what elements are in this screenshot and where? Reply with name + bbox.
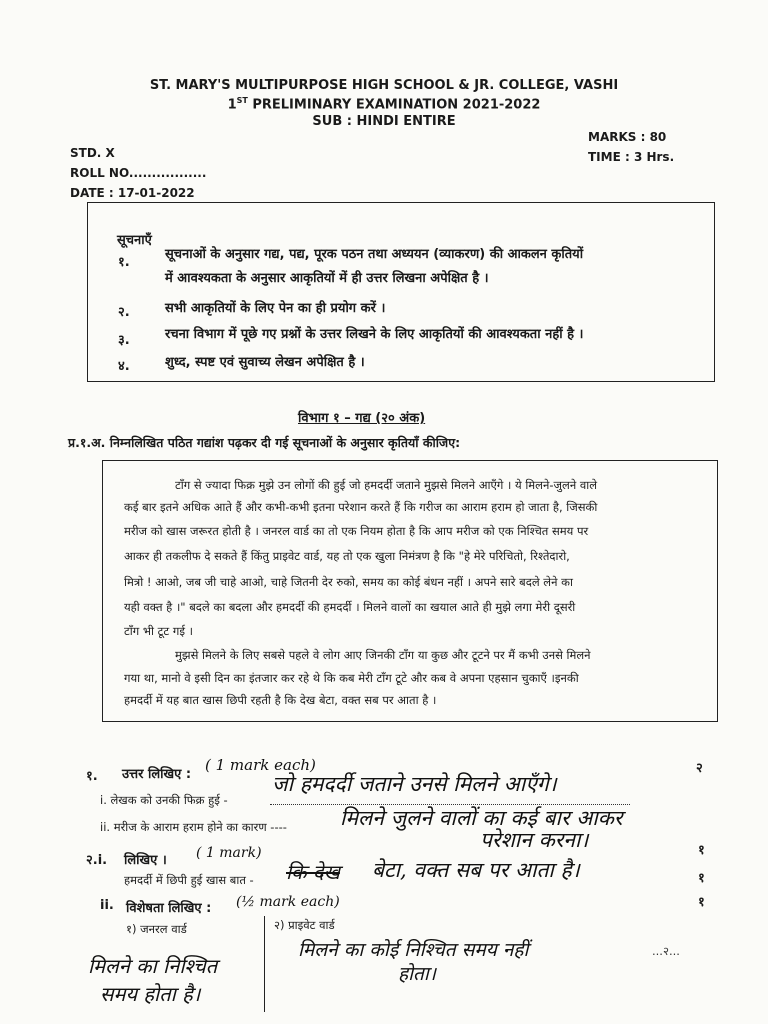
q3-label: विशेषता लिखिए : — [126, 901, 212, 916]
col1-answer-line2: समय होता है। — [100, 982, 201, 1006]
section-title: विभाग १ – गद्य (२० अंक) — [298, 411, 426, 426]
instruction-2: सभी आकृतियों के लिए पेन का ही प्रयोग करें । — [165, 301, 386, 316]
date-label: DATE : 17-01-2022 — [70, 186, 195, 200]
q1-mark-note: ( 1 mark each) — [205, 756, 316, 774]
instructions-title: सूचनाएँ — [117, 233, 152, 248]
passage-line: गया था, मानो वे इसी दिन का इंतजार कर रहे थे कि कब मेरी टाँग टूटे और कब वे अपना एहसान चुकाएँ ।इनकी — [124, 671, 579, 685]
exam-title: 1ST PRELIMINARY EXAMINATION 2021-2022 — [227, 96, 541, 113]
subject-line: SUB : HINDI ENTIRE — [312, 114, 456, 129]
instruction-num-1: १. — [118, 255, 130, 270]
instruction-num-3: ३. — [118, 333, 130, 348]
col1-answer-line1: मिलने का निश्चित — [88, 954, 218, 978]
passage-line: टाँग से ज्यादा फिक्र मुझे उन लोगों की हुई जो हमदर्दी जताने मुझसे मिलने आएँगे । ये मिलने-जुलने वाले — [175, 478, 598, 492]
q2-marks: १ — [698, 871, 705, 886]
col1-heading: १) जनरल वार्ड — [126, 922, 187, 936]
column-divider — [264, 916, 265, 1012]
passage-line: मरीज को खास जरूरत होती है । जनरल वार्ड का तो एक नियम होता है कि आप मरीज को एक निश्चित समय पर — [124, 524, 589, 538]
q1-ii-prompt: ii. मरीज के आराम हराम होने का कारण ---- — [100, 820, 287, 834]
q1-label: उत्तर लिखिए : — [122, 767, 192, 782]
q2-answer: बेटा, वक्त सब पर आता है। — [372, 858, 580, 882]
instruction-num-2: २. — [118, 305, 130, 320]
instruction-1-line2: में आवश्यकता के अनुसार आकृतियों में ही उत्तर लिखना अपेक्षित है । — [165, 271, 489, 286]
instruction-3: रचना विभाग में पूछे गए प्रश्नों के उत्तर लिखने के लिए आकृतियों की आवश्यकता नहीं है । — [165, 327, 584, 342]
q1-marks: २ — [696, 761, 703, 776]
passage-line: मित्रो ! आओ, जब जी चाहे आओ, चाहे जितनी देर रुको, समय का कोई बंधन नहीं । अपने सारे बदले लेने का — [124, 575, 573, 589]
passage-line: कई बार इतने अधिक आते हैं और कभी-कभी इतना परेशान करते हैं कि गरीज का आराम हराम हो जाता है, जिसकी — [124, 500, 598, 514]
q1-ii-answer-line1: मिलने जुलने वालों का कई बार आकर — [340, 806, 623, 830]
q1-i-prompt: i. लेखक को उनकी फिक्र हुई - — [100, 793, 228, 807]
q1-i-answer: जो हमदर्दी जताने उनसे मिलने आएँगे। — [272, 772, 557, 796]
q2-prompt: हमदर्दी में छिपी हुई खास बात - — [124, 873, 254, 887]
q2-label: लिखिए । — [124, 853, 167, 868]
passage-line: टाँग भी टूट गई । — [124, 624, 194, 638]
q2-number: २.i. — [86, 853, 108, 868]
std-label: STD. X — [70, 146, 115, 160]
roll-label: ROLL NO................. — [70, 166, 207, 180]
q3-mark-note: (½ mark each) — [236, 894, 340, 910]
passage-line: मुझसे मिलने के लिए सबसे पहले वे लोग आए जिनकी टाँग या कुछ और टूटने पर मैं कभी उनसे मिलने — [175, 648, 591, 662]
instruction-4: शुध्द, स्पष्ट एवं सुवाच्य लेखन अपेक्षित है । — [165, 355, 365, 370]
col2-answer-line1: मिलने का कोई निश्चित समय नहीं — [298, 939, 529, 961]
q2-mark-note: ( 1 mark) — [196, 845, 262, 861]
question-prompt: प्र.१.अ. निम्नलिखित पठित गद्यांश पढ़कर दी गई सूचनाओं के अनुसार कृतियाँ कीजिए: — [68, 435, 461, 450]
marks-label: MARKS : 80 — [588, 130, 667, 144]
instruction-num-4: ४. — [118, 359, 130, 374]
q3-number: ii. — [100, 898, 114, 913]
q1-number: १. — [86, 769, 98, 784]
time-label: TIME : 3 Hrs. — [588, 150, 675, 164]
passage-line: यही वक्त है ।" बदले का बदला और हमदर्दी की हमदर्दी । मिलने वालों का खयाल आते ही मुझे लगा मेरी दूसरी — [124, 600, 576, 614]
q1-ii-marks: १ — [698, 843, 705, 858]
q3-marks: १ — [698, 895, 705, 910]
col2-answer-line2: होता। — [398, 963, 436, 985]
passage-line: हमदर्दी में यह बात खास छिपी रहती है कि देख बेटा, वक्त सब पर आता है । — [124, 693, 437, 707]
col2-heading: २) प्राइवेट वार्ड — [274, 918, 335, 932]
instruction-1-line1: सूचनाओं के अनुसार गद्य, पद्य, पूरक पठन तथा अध्ययन (व्याकरण) की आकलन कृतियों — [165, 247, 584, 262]
col2-trailing: ...२... — [652, 944, 680, 958]
school-name: ST. MARY'S MULTIPURPOSE HIGH SCHOOL & JR. COLLEGE, VASHI — [149, 78, 619, 93]
q1-ii-answer-line2: परेशान करना। — [480, 828, 589, 852]
q2-struck-text: कि देख — [286, 860, 340, 884]
passage-line: आकर ही तकलीफ दे सकते हैं किंतु प्राइवेट वार्ड, यह तो एक खुला निमंत्रण है कि "हे मेरे परिचितो, रिश्तेदारो, — [124, 549, 570, 563]
